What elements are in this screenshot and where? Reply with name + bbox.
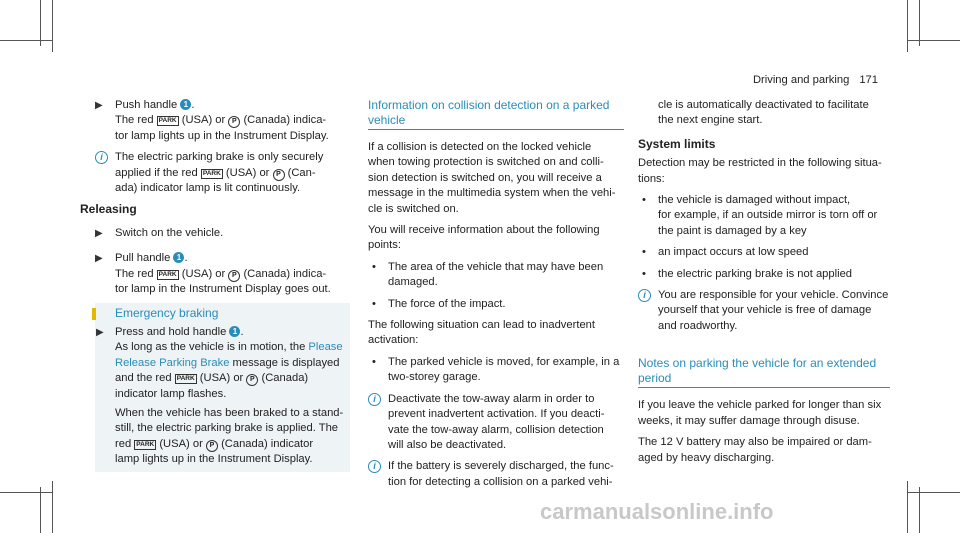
paragraph-continued: cle is automatically deactivated to facilitate the next engine start. bbox=[658, 99, 869, 127]
parking-brake-icon: P bbox=[273, 169, 285, 181]
crop-mark bbox=[907, 481, 908, 533]
list-item: • The parked vehicle is moved, for example, in a two-storey garage. bbox=[368, 355, 624, 386]
crop-mark bbox=[0, 492, 52, 493]
info-note bbox=[95, 150, 350, 196]
text: Emergency braking bbox=[115, 306, 219, 321]
parking-brake-icon: P bbox=[246, 374, 258, 386]
step-arrow-icon: ▶ bbox=[95, 100, 103, 111]
bullet-list bbox=[638, 193, 890, 282]
emergency-braking-title bbox=[95, 306, 350, 321]
list-item: • The force of the impact. bbox=[368, 297, 624, 312]
paragraph: You will receive information about the following points: bbox=[368, 224, 600, 252]
text: (USA) or bbox=[181, 114, 226, 127]
callout-1-icon: 1 bbox=[173, 252, 184, 263]
text: (USA) or bbox=[199, 372, 244, 385]
subheading-system-limits: System limits bbox=[638, 136, 716, 151]
text: (USA) or bbox=[181, 267, 226, 280]
text: (Canada) indica- bbox=[243, 267, 327, 280]
text: tor lamp in the Instrument Display goes out. bbox=[115, 283, 331, 296]
text: ada) indicator lamp is lit continuously. bbox=[115, 182, 301, 195]
park-icon: PARK bbox=[158, 270, 177, 278]
text: (Canada) bbox=[261, 372, 309, 385]
crop-mark bbox=[52, 481, 53, 533]
crop-mark bbox=[0, 40, 52, 41]
text: The electric parking brake is only securely bbox=[115, 151, 324, 164]
text: indicator lamp flashes. bbox=[115, 387, 227, 400]
info-icon: i bbox=[368, 460, 381, 473]
message-link[interactable]: Release Parking Brake bbox=[115, 356, 230, 369]
text: tor lamp lights up in the Instrument Display. bbox=[115, 129, 329, 142]
text: still, the electric parking brake is applied. The bbox=[115, 422, 339, 435]
column-3 bbox=[638, 98, 890, 472]
list-item: • the electric parking brake is not applied bbox=[638, 267, 890, 282]
info-note: i If the battery is severely discharged, the func- tion for detecting a collision on a parked vehi- bbox=[368, 459, 624, 490]
crop-mark bbox=[908, 40, 960, 41]
column-2 bbox=[368, 98, 624, 496]
paragraph: The 12 V battery may also be impaired or dam- aged by heavy discharging. bbox=[638, 436, 872, 464]
step-switch-on bbox=[80, 226, 350, 241]
info-icon: i bbox=[95, 151, 108, 164]
text: red bbox=[115, 437, 132, 450]
info-note: i You are responsible for your vehicle. Convince yourself that your vehicle is free of damage and roadworthy. bbox=[638, 288, 890, 334]
crop-mark bbox=[908, 492, 960, 493]
park-icon: PARK bbox=[176, 375, 195, 383]
text: Press and hold handle bbox=[115, 325, 227, 338]
crop-mark bbox=[919, 487, 920, 533]
step-arrow-icon: ▶ bbox=[96, 326, 104, 338]
section-title-extended-parking bbox=[638, 356, 890, 388]
marker-bar bbox=[92, 308, 96, 320]
step-press-hold: ▶ Press and hold handle 1 . As long as the vehicle is in motion, the Please Release Parking Brake message is displayed and the red PARK (USA) or P (Canada) indicator lamp flashes. When the vehicle has been braked to a stand- still, the electric parking brake is applied. The red PARK (USA) or P (Canada) indicator lamp lights up in the Instrument Display. bbox=[95, 325, 350, 468]
text: Push handle bbox=[115, 99, 178, 111]
list-item: • the vehicle is damaged without impact, for example, if an outside mirror is torn off or the paint is damaged by a key bbox=[638, 193, 890, 239]
text: Information on collision detection on a parked bbox=[368, 98, 610, 112]
column-1 bbox=[80, 98, 350, 472]
text: When the vehicle has been braked to a stand- bbox=[115, 406, 344, 419]
text: applied if the red bbox=[115, 166, 198, 179]
text: (Canada) indicator bbox=[221, 437, 314, 450]
bullet-list bbox=[368, 260, 624, 312]
callout-1-icon: 1 bbox=[229, 326, 240, 337]
text: As long as the vehicle is in motion, the bbox=[115, 341, 306, 354]
paragraph: The following situation can lead to inadvertent activation: bbox=[368, 319, 596, 347]
info-note: i Deactivate the tow-away alarm in order to prevent inadvertent activation. If you deacti- vate the tow-away alarm, collision detection will also be deactivated. bbox=[368, 392, 624, 454]
bullet-list bbox=[368, 355, 624, 386]
step-pull-handle: ▶ Pull handle 1 . The red PARK (USA) or P (Canada) indica- tor lamp in the Instrument Display goes out. bbox=[80, 251, 350, 297]
step-arrow-icon: ▶ bbox=[95, 253, 103, 265]
text: vehicle bbox=[368, 113, 406, 127]
park-icon: PARK bbox=[202, 169, 221, 177]
crop-mark bbox=[52, 0, 53, 52]
list-item: • The area of the vehicle that may have been damaged. bbox=[368, 260, 624, 291]
text: Switch on the vehicle. bbox=[115, 226, 224, 239]
crop-mark bbox=[907, 0, 908, 52]
crop-mark bbox=[40, 487, 41, 533]
text: The red bbox=[115, 114, 154, 127]
text: (USA) or bbox=[225, 166, 270, 179]
text: Pull handle bbox=[115, 252, 171, 265]
text: period bbox=[638, 371, 672, 386]
emergency-braking-box bbox=[95, 303, 350, 471]
text: The red bbox=[115, 267, 154, 280]
page-number: 171 bbox=[859, 74, 878, 86]
watermark: carmanualsonline.info bbox=[540, 499, 774, 524]
text: lamp lights up in the Instrument Display. bbox=[115, 453, 313, 466]
parking-brake-icon: P bbox=[228, 116, 240, 128]
park-icon: PARK bbox=[158, 117, 177, 125]
text: (Can- bbox=[287, 166, 316, 179]
text: message is displayed bbox=[232, 356, 340, 369]
list-item: • an impact occurs at low speed bbox=[638, 245, 890, 260]
paragraph: If you leave the vehicle parked for longer than six weeks, it may suffer damage through disuse. bbox=[638, 399, 882, 427]
info-icon: i bbox=[638, 289, 651, 302]
text: Notes on parking the vehicle for an extended bbox=[638, 356, 877, 371]
text: (USA) or bbox=[159, 437, 203, 450]
subheading-releasing: Releasing bbox=[80, 202, 137, 217]
text: and the red bbox=[115, 372, 172, 385]
section-title-collision bbox=[368, 98, 624, 130]
text: (Canada) indica- bbox=[243, 114, 327, 127]
callout-1-icon: 1 bbox=[180, 99, 191, 110]
message-link[interactable]: Please bbox=[308, 341, 343, 354]
info-icon: i bbox=[368, 393, 381, 406]
park-icon: PARK bbox=[136, 440, 155, 448]
step-push-handle: ▶ Push handle 1 . The red PARK (USA) or P (Canada) indica- tor lamp lights up in the Instrument Display. bbox=[80, 98, 350, 144]
step-arrow-icon: ▶ bbox=[95, 227, 103, 239]
paragraph: Detection may be restricted in the following situa- tions: bbox=[638, 157, 882, 185]
parking-brake-icon: P bbox=[206, 440, 218, 452]
page-header bbox=[753, 73, 878, 88]
paragraph: If a collision is detected on the locked vehicle when towing protection is switched on and colli- sion detection is switched on, you will receive a message in the multimedia system when the vehi- cle is switched on. bbox=[368, 141, 616, 215]
parking-brake-icon: P bbox=[228, 270, 240, 282]
section-title: Driving and parking bbox=[752, 74, 850, 86]
